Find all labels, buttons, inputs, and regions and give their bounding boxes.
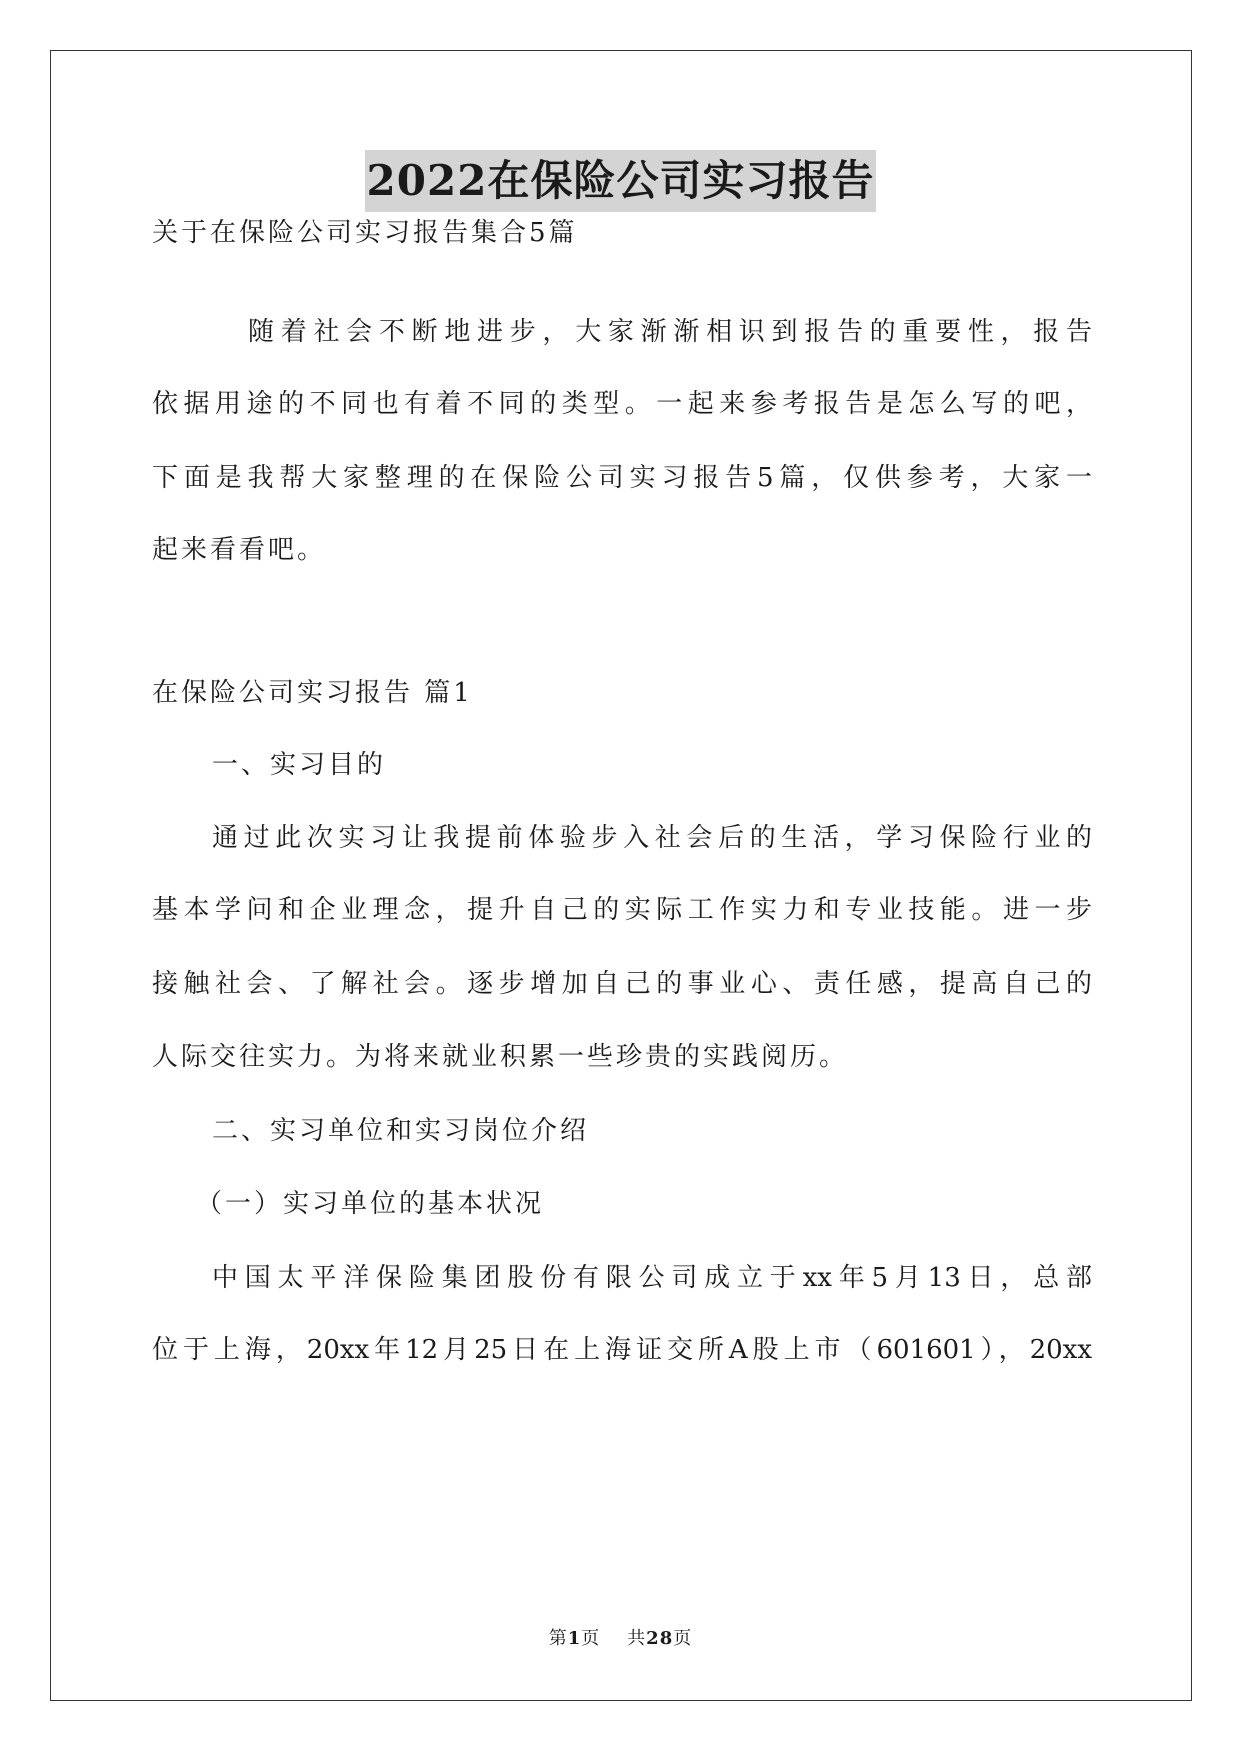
title-wrap [0,150,1241,212]
page-border [50,50,1192,1701]
section-heading: 在保险公司实习报告 篇1 [152,678,473,708]
subtitle-line: 关于在保险公司实习报告集合5篇 [152,218,578,248]
subsection-heading: （一）实习单位的基本状况 [196,1189,545,1219]
footer-prefix: 第 [548,1628,568,1649]
paragraph-line: 起来看看吧。 [152,535,327,565]
paragraph-line: 下面是我帮大家整理的在保险公司实习报告5篇，仅供参考，大家一 [152,463,1092,493]
paragraph-line: 随着社会不断地进步，大家渐渐相识到报告的重要性，报告 [248,317,1092,347]
page-footer [0,1627,1241,1651]
paragraph-line: 位于上海，20xx年12月25日在上海证交所A股上市（601601），20xx [152,1335,1092,1365]
document-title: 2022在保险公司实习报告 [365,150,877,212]
paragraph-line: 人际交往实力。为将来就业积累一些珍贵的实践阅历。 [152,1042,849,1072]
footer-total-pages: 28 [646,1628,674,1649]
subsection-heading: 一、实习目的 [212,750,387,780]
paragraph-line: 依据用途的不同也有着不同的类型。一起来参考报告是怎么写的吧， [152,389,1092,419]
paragraph-line: 接触社会、了解社会。逐步增加自己的事业心、责任感，提高自己的 [152,969,1092,999]
paragraph-line: 通过此次实习让我提前体验步入社会后的生活，学习保险行业的 [212,823,1092,853]
footer-page-number: 1 [567,1628,582,1649]
footer-middle: 页 共 [581,1628,647,1649]
paragraph-line: 基本学问和企业理念，提升自己的实际工作实力和专业技能。进一步 [152,895,1092,925]
paragraph-line: 中国太平洋保险集团股份有限公司成立于xx年5月13日，总部 [212,1263,1092,1293]
footer-suffix: 页 [673,1628,693,1649]
subsection-heading: 二、实习单位和实习岗位介绍 [212,1116,590,1146]
